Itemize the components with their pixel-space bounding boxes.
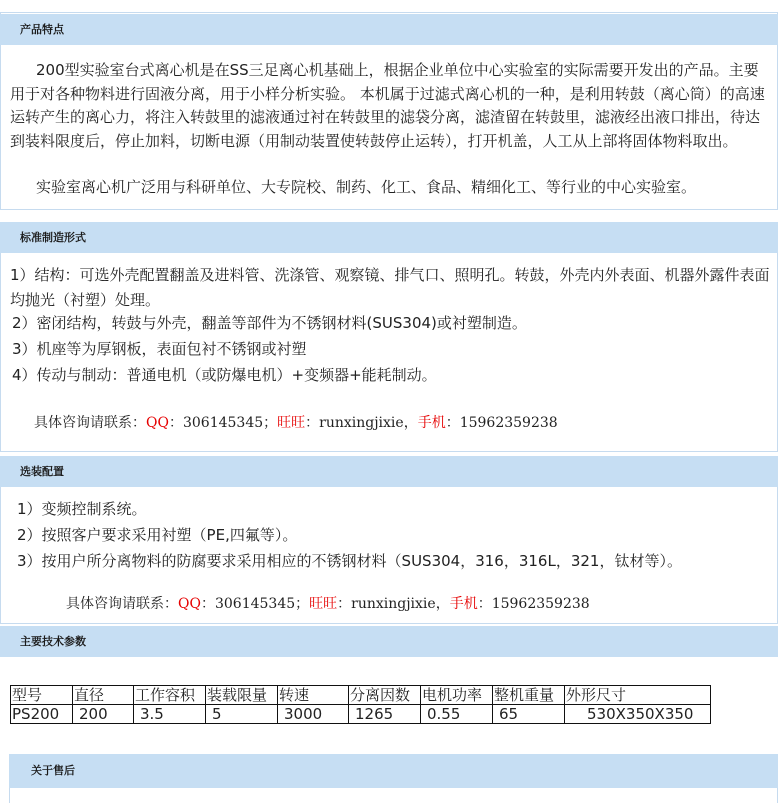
spec-cell: 530X350X350 [565, 705, 711, 724]
phone-value: ：15962359238 [477, 596, 590, 612]
spec-header-cell: 电机功率 [421, 686, 493, 705]
standard-contact-line [34, 410, 558, 436]
section-title-aftersales: 关于售后 [9, 754, 778, 788]
wangwang-label: 旺旺 [309, 596, 338, 612]
spec-cell: 65 [493, 705, 565, 724]
qq-label: QQ [146, 415, 169, 431]
spec-table-header-row [11, 686, 711, 705]
spec-header-cell: 转速 [278, 686, 349, 705]
qq-value: ：306145345； [168, 415, 278, 431]
spec-cell: 3000 [278, 705, 349, 724]
options-contact-line [66, 591, 590, 617]
section-title-standard: 标准制造形式 [0, 222, 778, 253]
spec-cell: 0.55 [421, 705, 493, 724]
spec-header-cell: 装载限量 [206, 686, 278, 705]
spec-header-cell: 分离因数 [349, 686, 421, 705]
contact-prefix: 具体咨询请联系： [34, 415, 146, 431]
spec-cell: 1265 [349, 705, 421, 724]
standard-item-1: 1）结构：可选外壳配置翻盖及进料管、洗涤管、观察镜、排气口、照明孔。转鼓，外壳内外表面、机器外露件表面均抛光（衬塑）处理。 [10, 266, 770, 309]
standard-item-2: 2）密闭结构，转鼓与外壳，翻盖等部件为不锈钢材料(SUS304)或衬塑制造。 [12, 314, 527, 332]
table-row [11, 705, 711, 724]
wangwang-label: 旺旺 [277, 415, 306, 431]
options-item-3: 3）按用户所分离物料的防腐要求采用相应的不锈钢材料（SUS304，316，316L，321，钛材等）。 [17, 552, 682, 570]
spec-cell: 200 [73, 705, 134, 724]
options-item-2: 2）按照客户要求采用衬塑（PE,四氟等）。 [17, 526, 298, 544]
wangwang-value: ：runxingjixie， [337, 596, 450, 612]
spec-table [10, 685, 711, 724]
section-title-features: 产品特点 [0, 14, 778, 45]
standard-item-4: 4）传动与制动：普通电机（或防爆电机）+变频器+能耗制动。 [12, 366, 437, 384]
spec-cell: 3.5 [134, 705, 206, 724]
section-title-params: 主要技术参数 [0, 626, 778, 657]
phone-label: 手机 [417, 415, 446, 431]
standard-item-3: 3）机座等为厚钢板，表面包衬不锈钢或衬塑 [12, 340, 307, 358]
qq-value: ：306145345； [200, 596, 310, 612]
features-paragraph-2: 实验室离心机广泛用与科研单位、大专院校、制药、化工、食品、精细化工、等行业的中心实验室。 [36, 178, 697, 196]
spec-header-cell: 型号 [11, 686, 73, 705]
features-paragraph-1: 200型实验室台式离心机是在SS三足离心机基础上，根据企业单位中心实验室的实际需要开发出的产品。主要用于对各种物料进行固液分离，用于小样分析实验。 本机属于过滤式离心机的一种，是利用转鼓（离心筒）的高速运转产生的离心力，将注入转鼓里的滤液通过衬在转鼓里的滤袋分离，滤渣留在转鼓里，滤液经出液口排出，待达到装料限度后，停止加料，切断电源（用制动装置使转鼓停止运转），打开机盖，人工从上部将固体物料取出。 [10, 61, 765, 150]
spec-header-cell: 直径 [73, 686, 134, 705]
phone-label: 手机 [449, 596, 478, 612]
options-item-1: 1）变频控制系统。 [17, 500, 147, 518]
spec-cell: PS200 [11, 705, 73, 724]
section-title-options: 选装配置 [0, 456, 778, 487]
wangwang-value: ：runxingjixie， [305, 415, 418, 431]
spec-header-cell: 工作容积 [134, 686, 206, 705]
contact-prefix: 具体咨询请联系： [66, 596, 178, 612]
qq-label: QQ [178, 596, 201, 612]
spec-cell: 5 [206, 705, 278, 724]
phone-value: ：15962359238 [445, 415, 558, 431]
spec-header-cell: 整机重量 [493, 686, 565, 705]
spec-header-cell: 外形尺寸 [565, 686, 711, 705]
